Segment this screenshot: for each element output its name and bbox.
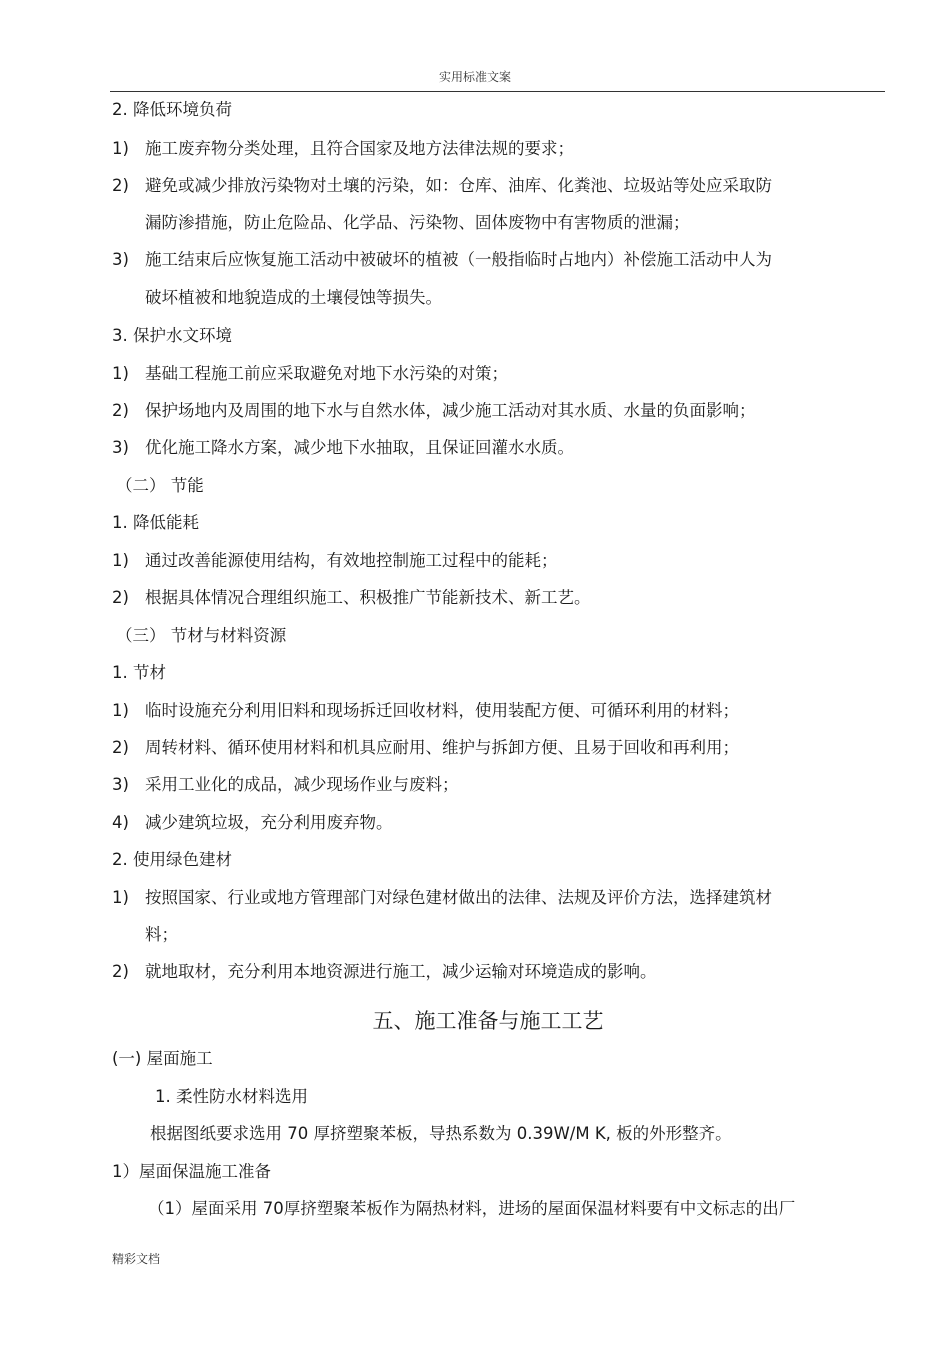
page-header: 实用标准文案: [438, 70, 511, 84]
section-title: 五、施工准备与施工工艺: [372, 1009, 604, 1033]
page-footer: 精彩文档: [112, 1252, 161, 1266]
header-divider: [110, 91, 885, 92]
